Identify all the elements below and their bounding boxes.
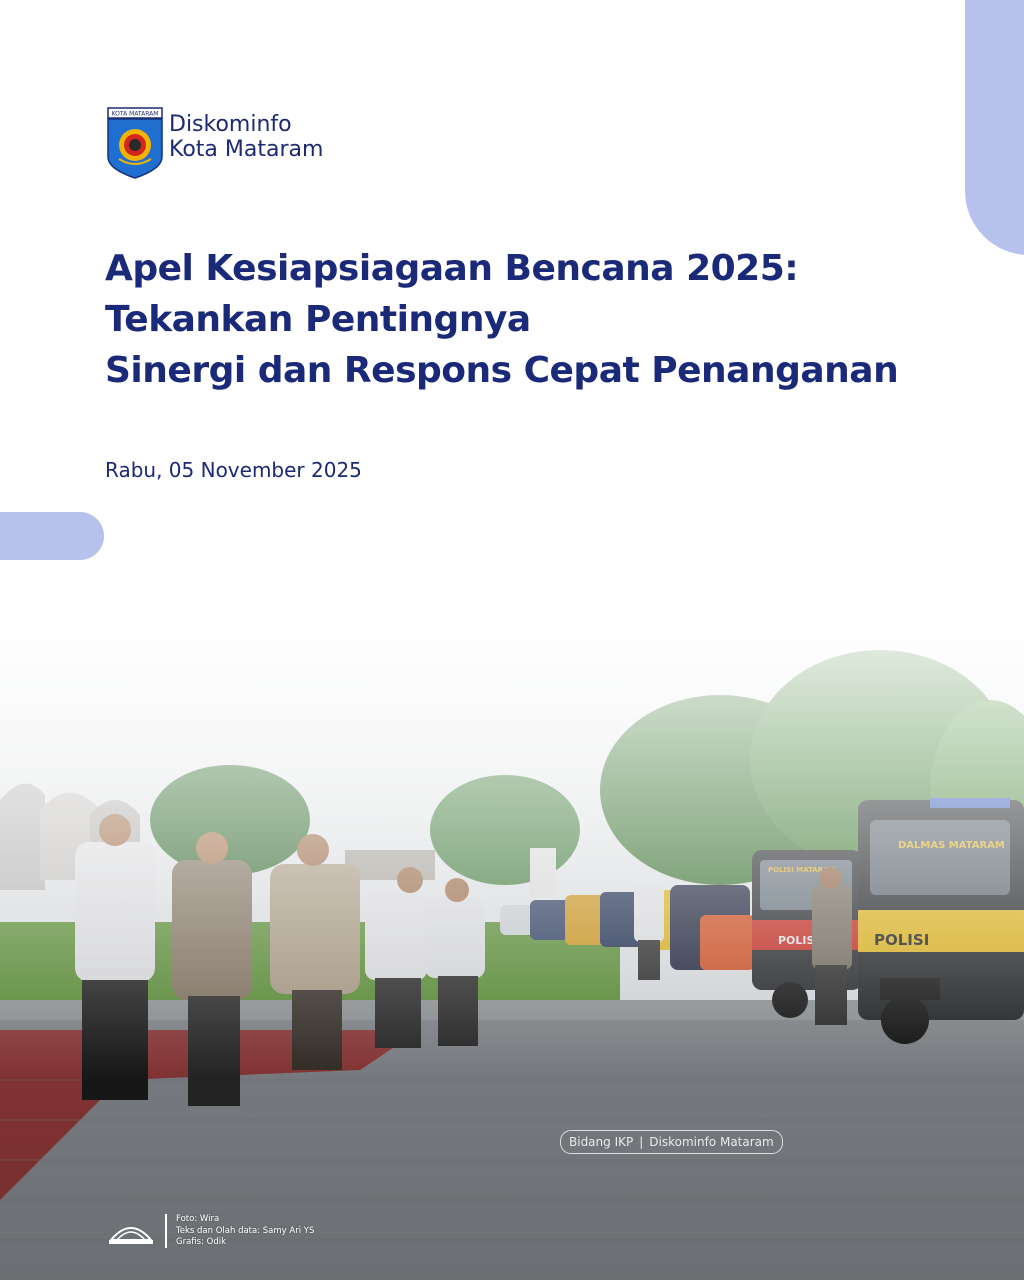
brand-logo <box>107 107 323 179</box>
headline-line-1: Apel Kesiapsiagaan Bencana 2025: <box>105 248 799 289</box>
headline-line-3: Sinergi dan Respons Cepat Penanganan <box>105 350 899 391</box>
kota-mataram-crest-icon <box>107 107 163 179</box>
credit-photo: Foto: Wira <box>176 1214 220 1224</box>
brand-line-2: Kota Mataram <box>169 137 324 162</box>
photo-watermark <box>560 1130 783 1154</box>
svg-text:KOTA MATARAM: KOTA MATARAM <box>111 110 159 118</box>
photo-credits <box>176 1214 314 1249</box>
brand-name <box>169 112 323 162</box>
decor-tab-left <box>0 512 104 560</box>
headline <box>105 243 995 396</box>
ikp-ornament-logo-icon <box>107 1214 155 1246</box>
credit-graphics: Grafis: Odik <box>176 1237 227 1247</box>
headline-line-2: Tekankan Pentingnya <box>105 299 531 340</box>
watermark-separator: | <box>639 1135 644 1149</box>
publish-date: Rabu, 05 November 2025 <box>105 458 362 482</box>
credits-divider <box>165 1214 167 1248</box>
event-photo <box>0 560 1024 1280</box>
watermark-left: Bidang IKP <box>569 1135 634 1149</box>
brand-line-1: Diskominfo <box>169 112 292 137</box>
credit-text: Teks dan Olah data: Samy Ari YS <box>176 1225 315 1236</box>
decor-tab-right <box>965 0 1024 255</box>
watermark-right: Diskominfo Mataram <box>649 1135 774 1149</box>
